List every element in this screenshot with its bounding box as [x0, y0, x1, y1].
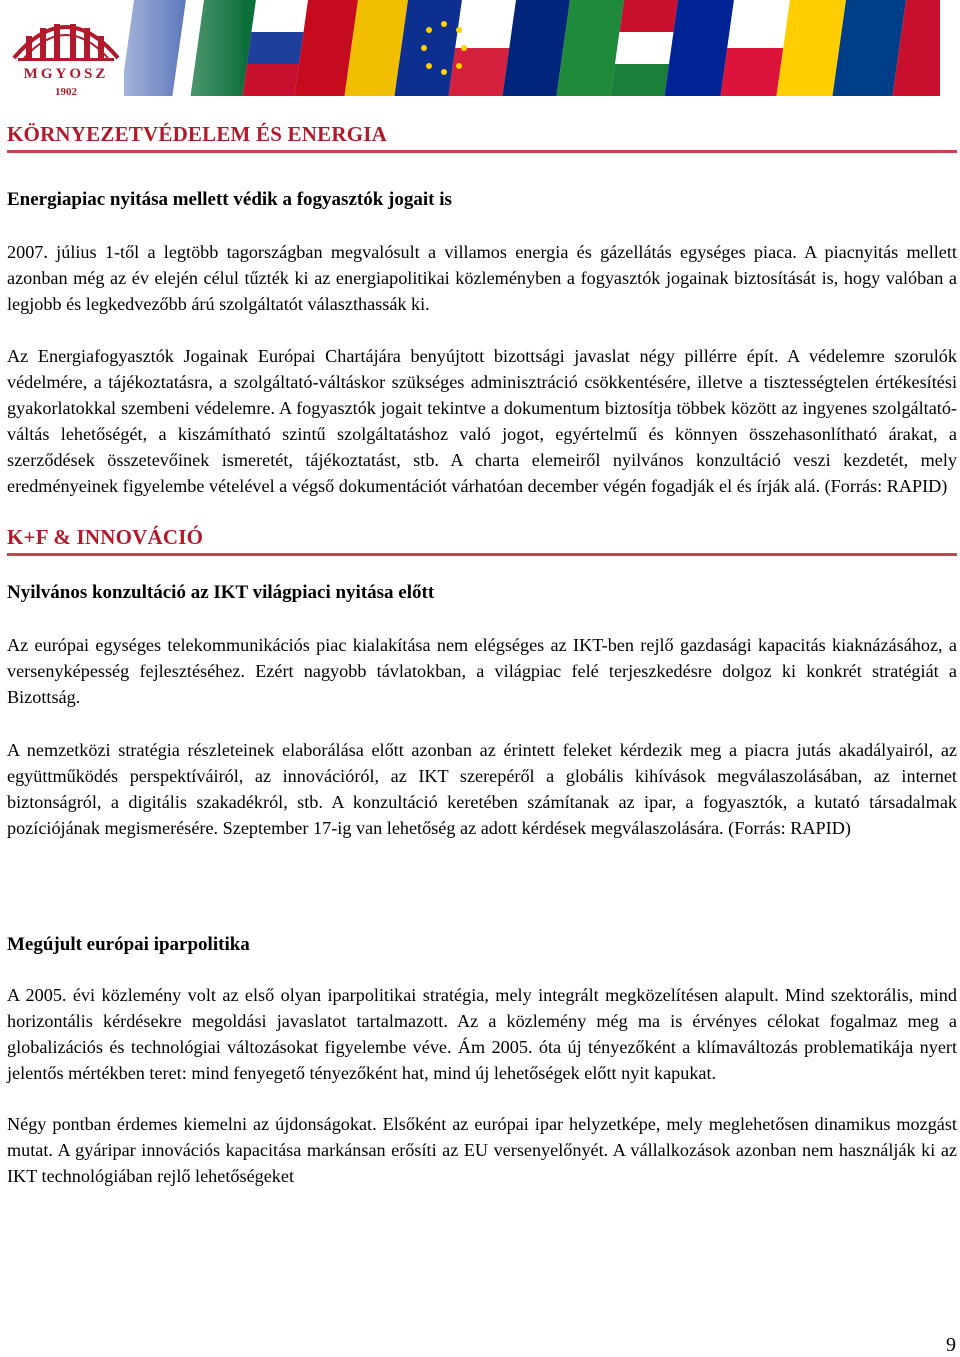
article-paragraph: Az Energiafogyasztók Jogainak Európai Chartájára benyújtott bizottsági javaslat négy pillérre épít. A védelemre szorulók védelmére, a tájékoztatásra, a szolgáltató-váltáskor szükséges adminisztráció csökkentésére, illetve a tisztességtelen értékesítési gyakorlatokkal szembeni védelemre. A fogyasztók jogait tekintve a dokumentum biztosítja többek között az ingyenes szolgáltató-váltás lehetőségét, a kiszámítható szintű szolgáltatáshoz való jogot, egyértelmű és könnyen összehasonlítható árakat, a szerződések összetevőinek ismeretét, tájékoztatást, stb. A charta elemeiről nyilvános konzultáció veszi kezdetét, mely eredményeinek figyelembe vételével a végső dokumentációt várhatóan december végén fogadják el és írják alá. (Forrás: RAPID): [7, 346, 957, 496]
page-number: 9: [946, 1334, 956, 1356]
logo-year: 1902: [55, 86, 77, 98]
eu-flags-banner-icon: [124, 0, 940, 96]
page-header: [0, 0, 960, 100]
article-paragraph: 2007. július 1-től a legtöbb tagországban megvalósult a villamos energia és gázellátás egységes piaca. A piacnyitás mellett azonban még az év elején célul tűzték ki az energiapolitikai közleményben a fogyasztók jogainak biztosítását is, hogy valóban a legjobb és legkedvezőbb árú szolgáltatót választhassák ki.: [7, 242, 957, 314]
logo-wordmark: MGYOSZ: [23, 66, 109, 82]
section-title: KÖRNYEZETVÉDELEM ÉS ENERGIA: [7, 122, 957, 153]
page-content: [7, 116, 957, 1189]
section-title: K+F & INNOVÁCIÓ: [7, 525, 957, 556]
mgyosz-logo-icon: [4, 2, 128, 98]
article-headline: Nyilvános konzultáció az IKT világpiaci nyitása előtt: [7, 582, 435, 603]
article-headline: Megújult európai iparpolitika: [7, 934, 250, 955]
article-paragraph: A 2005. évi közlemény volt az első olyan iparpolitikai stratégia, mely integrált megközelítésen alapult. Mind szektorális, mind horizontális kérdésekre megoldási javaslatot tartalmazott. Az a közlemény még ma is érvényes célokat fogalmaz meg a globalizációs és technológiai változásokat figyelembe véve. Ám 2005. óta új tényezőként a klímaváltozás problematikája nyert jelentős mértékben teret: mind fenyegető tényezőként hat, mind új lehetőségek előtt nyit kapukat.: [7, 985, 957, 1083]
article-paragraph: Négy pontban érdemes kiemelni az újdonságokat. Elsőként az európai ipar helyzetképe, mely meglehetősen dinamikus mozgást mutat. A gyáripar innovációs kapacitása markánsan erősíti az EU versenyelőnyét. A vállalkozások azonban nem használják ki az IKT technológiában rejlő lehetőségeket: [7, 1114, 957, 1186]
article-paragraph: Az európai egységes telekommunikációs piac kialakítása nem elégséges az IKT-ben rejlő gazdasági kapacitás kiaknázásához, a versenyképesség fejlesztéséhez. Ezért nagyobb távlatokban, a világpiac felé terjeszkedésre dolgoz ki konkrét stratégiát a Bizottság.: [7, 635, 957, 707]
article-paragraph: A nemzetközi stratégia részleteinek elaborálása előtt azonban az érintett feleket kérdezik meg a piacra jutás akadályairól, az együttműködés perspektíváiról, az innovációról, az IKT szerepéről a globális kihívások megválaszolásában, az internet biztonságról, a digitális szakadékról, stb. A konzultáció keretében számítanak az ipar, a fogyasztók, a kutató társadalmak pozíciójának megismerésére. Szeptember 17-ig van lehetőség az adott kérdések megválaszolására. (Forrás: RAPID): [7, 740, 957, 838]
article-headline: Energiapiac nyitása mellett védik a fogyasztók jogait is: [7, 189, 452, 210]
